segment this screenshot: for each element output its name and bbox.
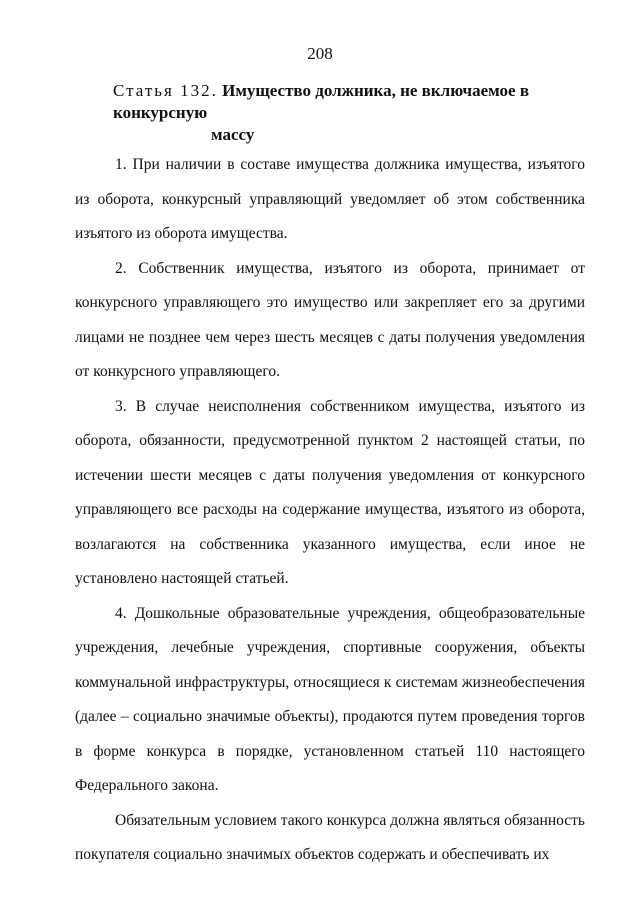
article-number: Статья 132. [113, 81, 218, 100]
page-number: 208 [307, 44, 333, 63]
article-title-line1: Имущество должника, не включаемое в конкурсную [113, 81, 530, 122]
article-heading [113, 80, 583, 146]
paragraph-4: 4. Дошкольные образовательные учреждения, общеобразовательные учреждения, лечебные учреждения, спортивные сооружения, объекты коммунальной инфраструктуры, относящиеся к системам жизнеобеспечения (далее – социально значимые объекты), продаются путем проведения торгов в форме конкурса в порядке, установленном статьей 110 настоящего Федерального закона. [75, 604, 585, 794]
article-title-line2: массу [211, 125, 255, 144]
article-body [75, 148, 585, 873]
paragraph-5: Обязательным условием такого конкурса должна являться обязанность покупателя социально значимых объектов содержать и обеспечивать их [75, 811, 585, 863]
paragraph-1: 1. При наличии в составе имущества должника имущества, изъятого из оборота, конкурсный управляющий уведомляет об этом собственника изъятого из оборота имущества. [75, 156, 585, 242]
paragraph-2: 2. Собственник имущества, изъятого из оборота, принимает от конкурсного управляющего это имущество или закрепляет его за другими лицами не позднее чем через шесть месяцев с даты получения уведомления от конкурсного управляющего. [75, 259, 585, 380]
paragraph-3: 3. В случае неисполнения собственником имущества, изъятого из оборота, обязанности, предусмотренной пунктом 2 настоящей статьи, по истечении шести месяцев с даты получения уведомления от конкурсного управляющего все расходы на содержание имущества, изъятого из оборота, возлагаются на собственника указанного имущества, если иное не установлено настоящей статьей. [75, 397, 585, 587]
